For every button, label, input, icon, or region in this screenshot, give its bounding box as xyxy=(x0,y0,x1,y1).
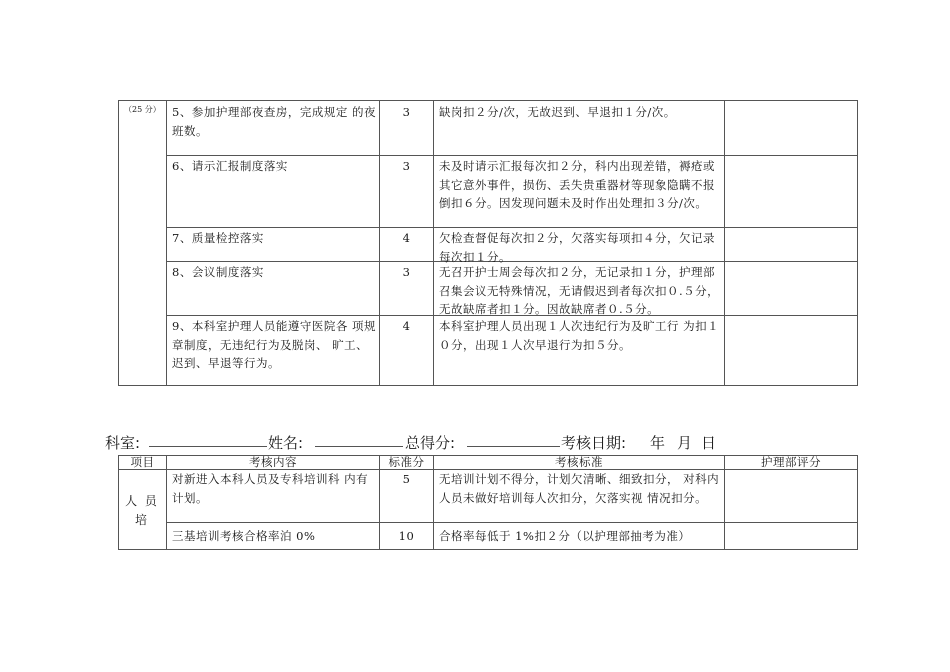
header-content: 考核内容 xyxy=(249,455,297,469)
table-cell-criteria: 无召开护士周会每次扣２分，无记录扣１分，护理部召集会议无特殊情况，无请假迟到者每次扣０.５分，无故缺席者扣１分。因故缺席者０.５分。 xyxy=(439,265,720,316)
name-blank[interactable] xyxy=(315,446,403,447)
table-cell-score: 3 xyxy=(402,105,411,119)
table1-row-divider xyxy=(166,155,858,156)
table-cell-content: 6、请示汇报制度落实 xyxy=(172,159,288,173)
table-cell-criteria: 欠检查督促每次扣２分，欠落实每项扣４分，欠记录每次扣１分。 xyxy=(439,231,715,264)
table1-right-border xyxy=(857,100,858,386)
table-cell-score: 4 xyxy=(402,319,411,333)
total-score-blank[interactable] xyxy=(467,446,560,447)
item-category-label: 人 员 培 xyxy=(125,494,159,527)
table2-bottom-border xyxy=(118,549,858,550)
department-label: 科室: xyxy=(105,434,141,452)
month-label: 月 xyxy=(677,434,693,452)
section-score: （25 分） xyxy=(124,105,161,114)
table2-row-divider xyxy=(166,522,858,523)
header-standard-score: 标准分 xyxy=(388,455,425,469)
table-cell-criteria: 未及时请示汇报每次扣２分，科内出现差错，褥疮或其它意外事件，损伤、丢失贵重器材等现象隐瞒不报倒扣６分。因发现问题未及时作出处理扣３分/次。 xyxy=(439,159,715,210)
evaluation-info-line xyxy=(105,432,845,452)
table-cell-criteria: 本科室护理人员出现１人次违纪行为及旷工行 为扣１０分，出现１人次早退行为扣５分。 xyxy=(439,319,720,352)
table-cell-score: 3 xyxy=(402,159,411,173)
table-cell-criteria: 合格率每低于 1%扣２分（以护理部抽考为准） xyxy=(439,529,691,543)
table-cell-score: 4 xyxy=(402,231,411,245)
table1-col-divider xyxy=(724,100,725,386)
table-cell-criteria: 缺岗扣２分/次，无故迟到、早退扣１分/次。 xyxy=(439,105,676,119)
header-item: 项目 xyxy=(130,455,155,469)
header-nursing-dept-score: 护理部评分 xyxy=(761,455,821,469)
exam-date-label: 考核日期: xyxy=(561,434,627,452)
table-cell-content: 5、参加护理部夜查房，完成规定 的夜班数。 xyxy=(172,105,376,138)
table-cell-score: 10 xyxy=(398,529,415,543)
table1-top-border xyxy=(118,100,858,101)
table1-row-divider xyxy=(166,227,858,228)
table1-col-divider xyxy=(433,100,434,386)
year-label: 年 xyxy=(650,434,666,452)
header-criteria: 考核标准 xyxy=(555,455,603,469)
table-cell-score: 5 xyxy=(402,472,411,486)
total-score-label: 总得分: xyxy=(405,434,456,452)
table1-bottom-border xyxy=(118,385,858,386)
department-blank[interactable] xyxy=(149,446,267,447)
table1-col-divider xyxy=(166,100,167,386)
table-cell-content: 9、本科室护理人员能遵守医院各 项规章制度，无违纪行为及脱岗、 旷工、迟到、早退等行为。 xyxy=(172,319,376,370)
table-cell-content: 三基培训考核合格率泊 0% xyxy=(172,529,316,543)
day-label: 日 xyxy=(701,434,717,452)
name-label: 姓名: xyxy=(268,434,304,452)
table-cell-content: 8、会议制度落实 xyxy=(172,265,264,279)
table-cell-score: 3 xyxy=(402,265,411,279)
table-cell-criteria: 无培训计划不得分，计划欠清晰、细致扣分， 对科内人员未做好培训每人次扣分，欠落实视 情况扣分。 xyxy=(439,472,720,505)
table1-left-border xyxy=(118,100,119,386)
table-cell-content: 对新进入本科人员及专科培训科 内有计划。 xyxy=(172,472,369,505)
table-cell-content: 7、质量检控落实 xyxy=(172,231,264,245)
